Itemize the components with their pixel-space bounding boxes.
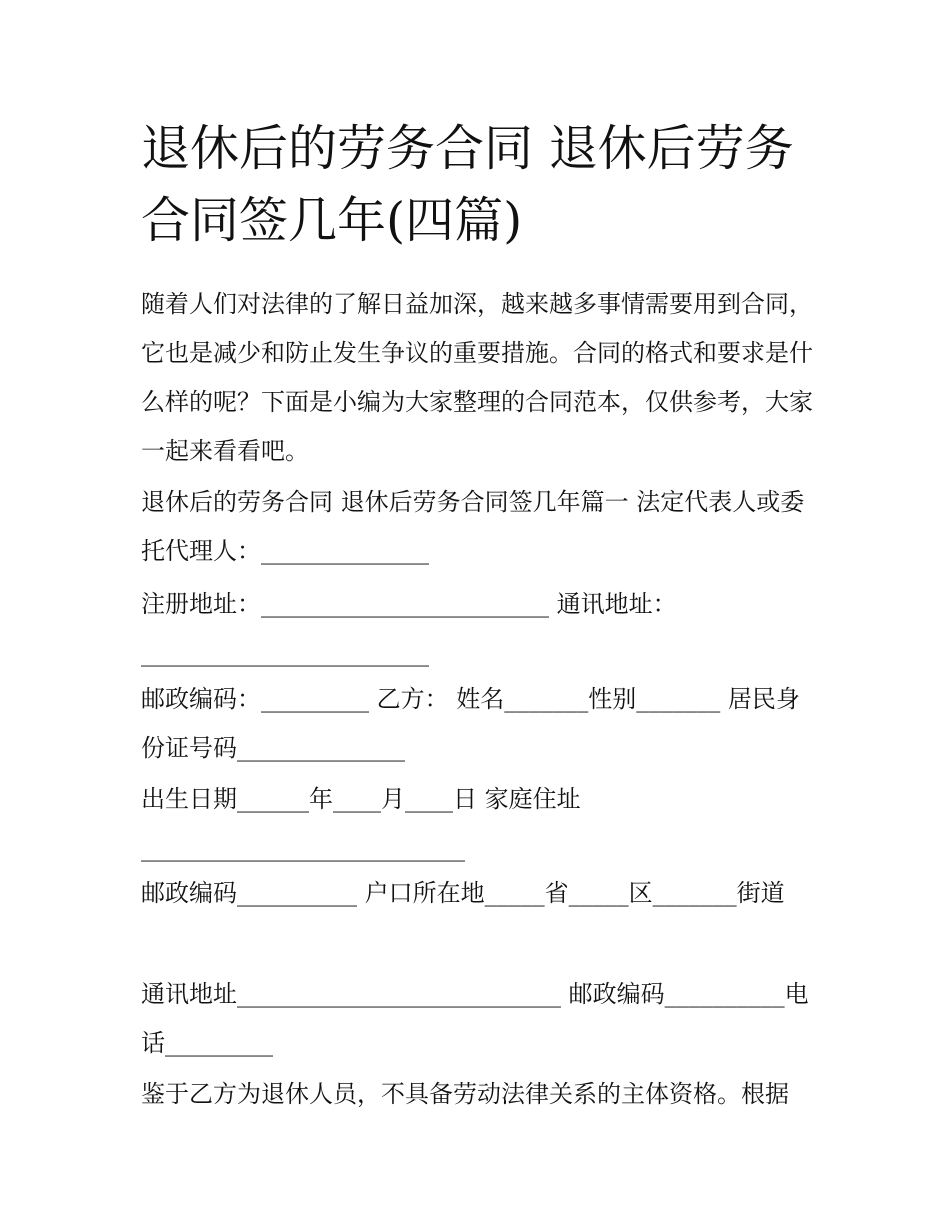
document-title: 退休后的劳务合同 退休后劳务合同签几年(四篇) xyxy=(141,120,794,249)
preamble-paragraph: 鉴于乙方为退休人员，不具备劳动法律关系的主体资格。根据 xyxy=(141,1080,789,1108)
postcode-hukou-paragraph: 邮政编码__________ 户口所在地_____省_____区_______街道 xyxy=(141,879,785,907)
address-paragraph: 注册地址：________________________ 通讯地址：________________________ xyxy=(141,590,677,667)
contact-address-paragraph: 通讯地址___________________________ 邮政编码__________电话_________ xyxy=(141,980,809,1057)
postcode-party-b-paragraph: 邮政编码：_________ 乙方： 姓名_______性别_______ 居民身份证号码______________ xyxy=(141,685,800,762)
intro-paragraph: 随着人们对法律的了解日益加深，越来越多事情需要用到合同，它也是减少和防止发生争议的重要措施。合同的格式和要求是什么样的呢？下面是小编为大家整理的合同范本，仅供参考，大家一起来看看吧。 xyxy=(141,290,813,465)
contract-heading-paragraph: 退休后的劳务合同 退休后劳务合同签几年篇一 法定代表人或委托代理人：______________ xyxy=(141,488,805,565)
birth-home-paragraph: 出生日期______年____月____日 家庭住址___________________________ xyxy=(141,785,581,862)
